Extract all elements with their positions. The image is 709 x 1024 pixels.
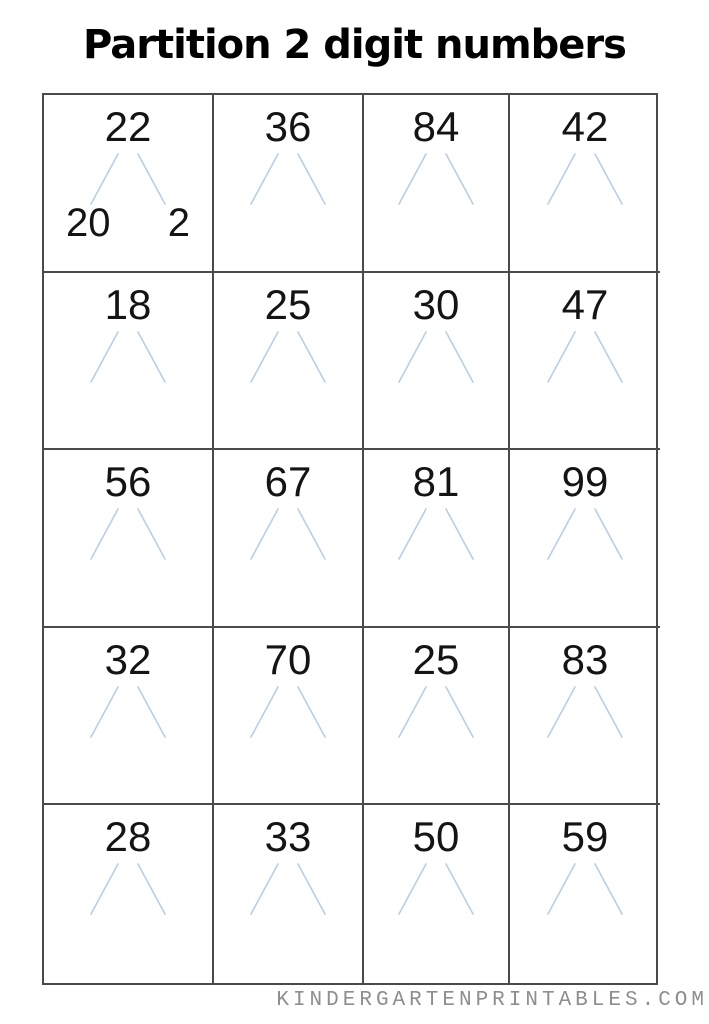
- partition-cell: [214, 450, 364, 628]
- partition-lines-icon: [525, 151, 645, 207]
- partition-cell: [510, 95, 660, 273]
- partition-cell: [364, 95, 510, 273]
- cell-number: 47: [561, 280, 609, 328]
- partition-lines-icon: [376, 151, 496, 207]
- partition-cell: [364, 450, 510, 628]
- partition-cell: [510, 805, 660, 983]
- cell-number: 30: [412, 280, 460, 328]
- cell-number: 56: [104, 458, 152, 506]
- answer-tens: 20: [66, 201, 111, 246]
- partition-lines-icon: [68, 329, 188, 385]
- cell-number: 36: [264, 103, 312, 150]
- cell-number: 25: [412, 635, 460, 683]
- partition-cell: [214, 273, 364, 451]
- partition-cell: [364, 628, 510, 806]
- cell-number: 42: [561, 103, 609, 150]
- partition-cell: [364, 273, 510, 451]
- watermark: KINDERGARTENPRINTABLES.COM: [276, 989, 708, 1012]
- partition-lines-icon: [68, 151, 188, 207]
- cell-number: 70: [264, 635, 312, 683]
- cell-number: 18: [104, 280, 152, 328]
- cell-number: 25: [264, 280, 312, 328]
- cell-number: 84: [412, 103, 460, 150]
- cell-number: 28: [104, 813, 152, 861]
- partition-lines-icon: [228, 684, 348, 740]
- partition-cell: [44, 273, 214, 451]
- partition-lines-icon: [228, 506, 348, 562]
- page-title: Partition 2 digit numbers: [83, 22, 626, 68]
- partition-lines-icon: [376, 329, 496, 385]
- partition-lines-icon: [525, 506, 645, 562]
- cell-number: 50: [412, 813, 460, 861]
- partition-lines-icon: [525, 329, 645, 385]
- partition-lines-icon: [376, 684, 496, 740]
- partition-cell: [44, 805, 214, 983]
- cell-number: 81: [412, 458, 460, 506]
- cell-number: 83: [561, 635, 609, 683]
- partition-lines-icon: [525, 861, 645, 917]
- cell-number: 99: [561, 458, 609, 506]
- partition-lines-icon: [228, 861, 348, 917]
- partition-cell: [214, 628, 364, 806]
- partition-lines-icon: [525, 684, 645, 740]
- partition-cell: [44, 95, 214, 273]
- partition-lines-icon: [228, 151, 348, 207]
- partition-lines-icon: [376, 861, 496, 917]
- partition-lines-icon: [68, 861, 188, 917]
- cell-number: 59: [561, 813, 609, 861]
- partition-lines-icon: [376, 506, 496, 562]
- partition-grid: [42, 93, 658, 985]
- cell-number: 22: [104, 103, 152, 150]
- partition-cell: [510, 450, 660, 628]
- partition-cell: [44, 450, 214, 628]
- cell-number: 32: [104, 635, 152, 683]
- partition-cell: [364, 805, 510, 983]
- partition-lines-icon: [68, 506, 188, 562]
- cell-answers: [66, 201, 190, 246]
- cell-number: 67: [264, 458, 312, 506]
- partition-cell: [214, 95, 364, 273]
- partition-lines-icon: [68, 684, 188, 740]
- partition-cell: [510, 273, 660, 451]
- partition-lines-icon: [228, 329, 348, 385]
- partition-cell: [214, 805, 364, 983]
- partition-cell: [44, 628, 214, 806]
- answer-ones: 2: [167, 201, 190, 246]
- cell-number: 33: [264, 813, 312, 861]
- partition-cell: [510, 628, 660, 806]
